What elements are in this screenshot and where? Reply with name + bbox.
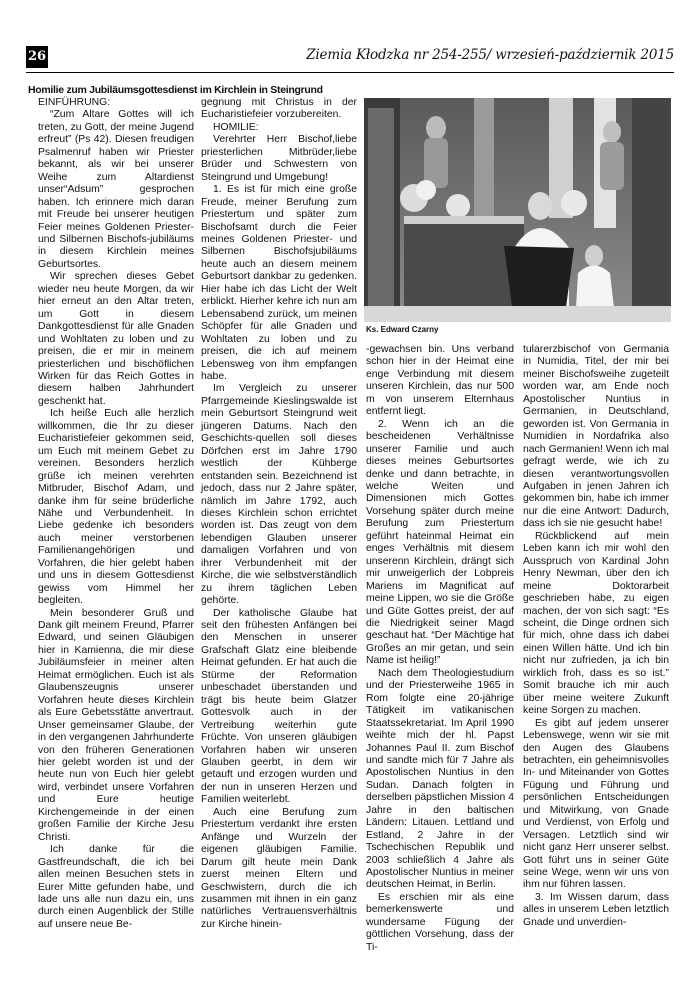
paragraph: tularerzbischof von Germania in Numidia, Titel, der mir bei meiner Bischofsweihe zugeteilt worden war, am Ende noch Apostolischer Nuntius in Germanien, in Deutschland, geworden ist. Von Germania in Numidien in Nordafrika also nach Germanien! Wenn ich mal gefragt werde, wie ich zu diesen verantwortungsvollen Aufgaben in jenen Jahren ich gekommen bin, habe ich immer nur die eine Antwort: Dadurch, dass ich sie nie gesucht habe! bbox=[523, 344, 669, 530]
text-column-4 bbox=[523, 344, 669, 929]
text-column-3 bbox=[366, 344, 514, 954]
text-column-1 bbox=[38, 97, 194, 931]
photo-caption: Ks. Edward Czarny bbox=[366, 325, 439, 334]
paragraph: Rückblickend auf mein Leben kann ich mir wohl den Ausspruch von Kardinal John Henry Newman, über den ich meine Doktorarbeit geschrieben habe, zu eigen machen, der von sich sagt: “Es scheint, die Dinge ordnen sich für mich, ohne dass ich dabei einen Willen hätte. Und ich bin nicht nur zufrieden, ja ich bin wirklich froh, dass es so ist.” Somit brauche ich mir auch über meine weitere Zukunft keine Sorgen zu machen. bbox=[523, 530, 669, 717]
publication-title: Ziemia Kłodzka nr 254-255/ wrzesień-październik 2015 bbox=[306, 47, 674, 63]
paragraph: Im Vergleich zu unserer Pfarrgemeinde Kieslingswalde ist mein Geburtsort Steingrund weit jüngeren Datums. Nach den Geschichts-quellen soll dieses Dörfchen erst im Jahre 1790 westlich der Kühberge entstanden sein. Bezeichnend ist jedoch, dass nur 2 Jahre später, nämlich im Jahre 1792, auch dieses Kirchlein schon errichtet worden ist. Das zeugt von dem lebendigen Glauben unserer damaligen Vorfahren und von ihrer Verbundenheit mit der Kirche, die wie selbstverständlich zu ihrem täglichen Leben gehörte. bbox=[201, 383, 357, 607]
church-altar-photo bbox=[364, 98, 671, 322]
section-heading: EINFÜHRUNG: bbox=[38, 97, 111, 108]
paragraph: Nach dem Theologiestudium und der Priesterweihe 1965 in Rom folgte eine 20-jährige Tätigkeit im vatikanischen Staatssekretariat. Im April 1990 weihte mich der hl. Papst Johannes Paul II. zum Bischof und sandte mich für 7 Jahre als Apostolischen Nuntius in den Sudan. Danach folgten in derselben päpstlichen Mission 4 Jahre in den baltischen Ländern: Litauen. Lettland und Estland, 2 Jahre in der Tschechischen Republik und 2003 schließlich 4 Jahre als Apostolischer Nuntius in meiner deutschen Heimat, in Berlin. bbox=[366, 667, 514, 891]
section-heading: HOMILIE: bbox=[213, 121, 259, 133]
paragraph: Mein besonderer Gruß und Dank gilt meinem Freund, Pfarrer Edward, und seinen Gläubigen hier in Kamienna, die mir diese Jubiläumsfeier in meiner alten Heimat ermöglichen. Euch ist als Glaubenszeugnis unserer Vorfahren heute dieses Kirchlein als Eure Gebetsstätte anvertraut. Unser gemeinsamer Glaube, der in den vergangenen Jahrhunderte von den früheren Generationen hier gelebt worden ist und der heute nun von Euch hier gelebt wird, verbindet unsere Vorfahren und Eure heutige Kirchengemeinde in der einen großen Familie der Kirche Jesu Christi. bbox=[38, 607, 194, 843]
paragraph: “Zum Altare Gottes will ich treten, zu Gott, der meine Jugend erfreut” (Ps 42). Diesen freudigen Psalmenruf haben wir Priester bekannt, als wir bei unserer Weihe zum Altardienst unser“Adsum” gesprochen haben. Ich erinnere mich daran mit Freude bei unserer heutigen Feier meines Goldenen Priester- und Silbernen Bischofs-jubiläums in diesem Kirchlein meines Geburtsortes. bbox=[38, 109, 194, 270]
paragraph: gegnung mit Christus in der Eucharistiefeier vorzubereiten. bbox=[201, 97, 357, 121]
article-title: Homilie zum Jubiläumsgottesdienst im Kirchlein in Steingrund bbox=[28, 84, 323, 96]
page-number: 26 bbox=[26, 46, 48, 68]
paragraph: 3. Im Wissen darum, dass alles in unserem Leben letztlich Gnade und unverdien- bbox=[523, 891, 669, 928]
paragraph: Es gibt auf jedem unserer Lebenswege, wenn wir sie mit den Augen des Glaubens betrachten, ein geheimnisvolles In- und Miteinander von Gottes Fügung und Führung und persönlichen Entscheidungen und Mitwirkung, von Gnade und Verdienst, von Erfolg und Versagen. Letztlich sind wir nicht ganz Herr unserer selbst. Gott führt uns in seiner Güte seine Wege, wenn wir uns von ihm nur führen lassen. bbox=[523, 717, 669, 891]
paragraph: Ich danke für die Gastfreundschaft, die ich bei allen meinen Besuchen stets in Eurer Mitte gefunden habe, und lade uns alle nun dazu ein, uns durch einen Augenblick der Stille auf unsere neue Be- bbox=[38, 844, 194, 930]
header-rule bbox=[26, 72, 674, 73]
page-header bbox=[26, 46, 674, 74]
paragraph: Verehrter Herr Bischof,liebe priesterlichen Mitbrüder,liebe Brüder und Schwestern von Steingrund und Umgebung! bbox=[201, 134, 357, 183]
paragraph: 1. Es ist für mich eine große Freude, meiner Berufung zum Priestertum und später zum Bischofsamt durch die Feier meines Goldenen Priester- und Silbernen Bischofsjubiläums heute auch an diesem meinem Geburtsort dankbar zu gedenken. Hier habe ich das Licht der Welt erblickt. Hierher kehre ich nun am Lebensabend zurück, um meinen Schöpfer für alle Gnaden und Wohltaten zu loben und zu preisen, die ich auf meinem Lebensweg von ihm empfangen habe. bbox=[201, 184, 357, 382]
text-column-2 bbox=[201, 97, 357, 931]
paragraph: Der katholische Glaube hat seit den frühesten Anfängen bei den Menschen in unserer Grafschaft Glatz eine bleibende Heimat gefunden. Er hat auch die Stürme der Reformation unbeschadet überstanden und trägt bis heute beim Glatzer Gottesvolk auch in der Vertreibung weiterhin gute Früchte. Von unseren gläubigen Vorfahren haben wir unseren Glauben geerbt, in dem wir getauft und erzogen wurden und der nun in unseren Herzen und Familien weiterlebt. bbox=[201, 607, 357, 806]
article-photo bbox=[364, 98, 671, 322]
paragraph: Auch eine Berufung zum Priestertum verdankt ihre ersten Anfänge und Wurzeln der eigenen gläubigen Familie. Darum gilt heute mein Dank zuerst meinen Eltern und Geschwistern, durch die ich zusammen mit ihnen in ein ganz natürliches Vertrauensverhältnis zur Kirche hinein- bbox=[201, 806, 357, 930]
paragraph: Wir sprechen dieses Gebet wieder neu heute Morgen, da wir hier erneut an den Altar treten, um Gott in diesem Dankgottesdienst für alle Gnaden und Wohltaten zu loben und zu preisen, die er mir in meinem priesterlichen und bischöflichen Wirken für das Reich Gottes in diesem halben Jahrhundert geschenkt hat. bbox=[38, 271, 194, 407]
paragraph: Es erschien mir als eine bemerkenswerte und wundersame Fügung der göttlichen Vorsehung, dass der Ti- bbox=[366, 891, 514, 953]
paragraph: -gewachsen bin. Uns verband schon hier in der Heimat eine enge Verbindung mit diesem unseren Kirchlein, das nur 500 m von unserem Elternhaus entfernt liegt. bbox=[366, 344, 514, 418]
paragraph: Ich heiße Euch alle herzlich willkommen, die Ihr zu dieser Eucharistiefeier gekommen seid, um Euch mit meinem Gebet zu vereinen. Besonders herzlich grüße ich meinen verehrten Mitbruder, Bischof Adam, und danke ihm für seine brüderliche Nähe und Verbundenheit. In Liebe gedenke ich besonders auch meiner verstorbenen Familienangehörigen und Vorfahren, die hier gelebt haben und uns in diesem Gottesdienst gewiss vom Himmel her begleiten. bbox=[38, 408, 194, 607]
paragraph: 2. Wenn ich an die bescheidenen Verhältnisse unserer Familie und auch dieses meines Geburtsortes denke und dann betrachte, in welche Weiten und Dimensionen mich Gottes Vorsehung später durch meine Berufung zum Priestertum geführt hateinmal Heimat ein enges Verhältnis mit diesem unserenn Kirchlein, drängt sich mir unweigerlich der Lobpreis Mariens im Magnificat auf meine Lippen, wo sie die Größe und Güte Gottes preist, der auf die Niedrigkeit seiner Magd geschaut hat. “Der Mächtige hat Großes an mir getan, und sein Name ist heilig!” bbox=[366, 418, 514, 667]
